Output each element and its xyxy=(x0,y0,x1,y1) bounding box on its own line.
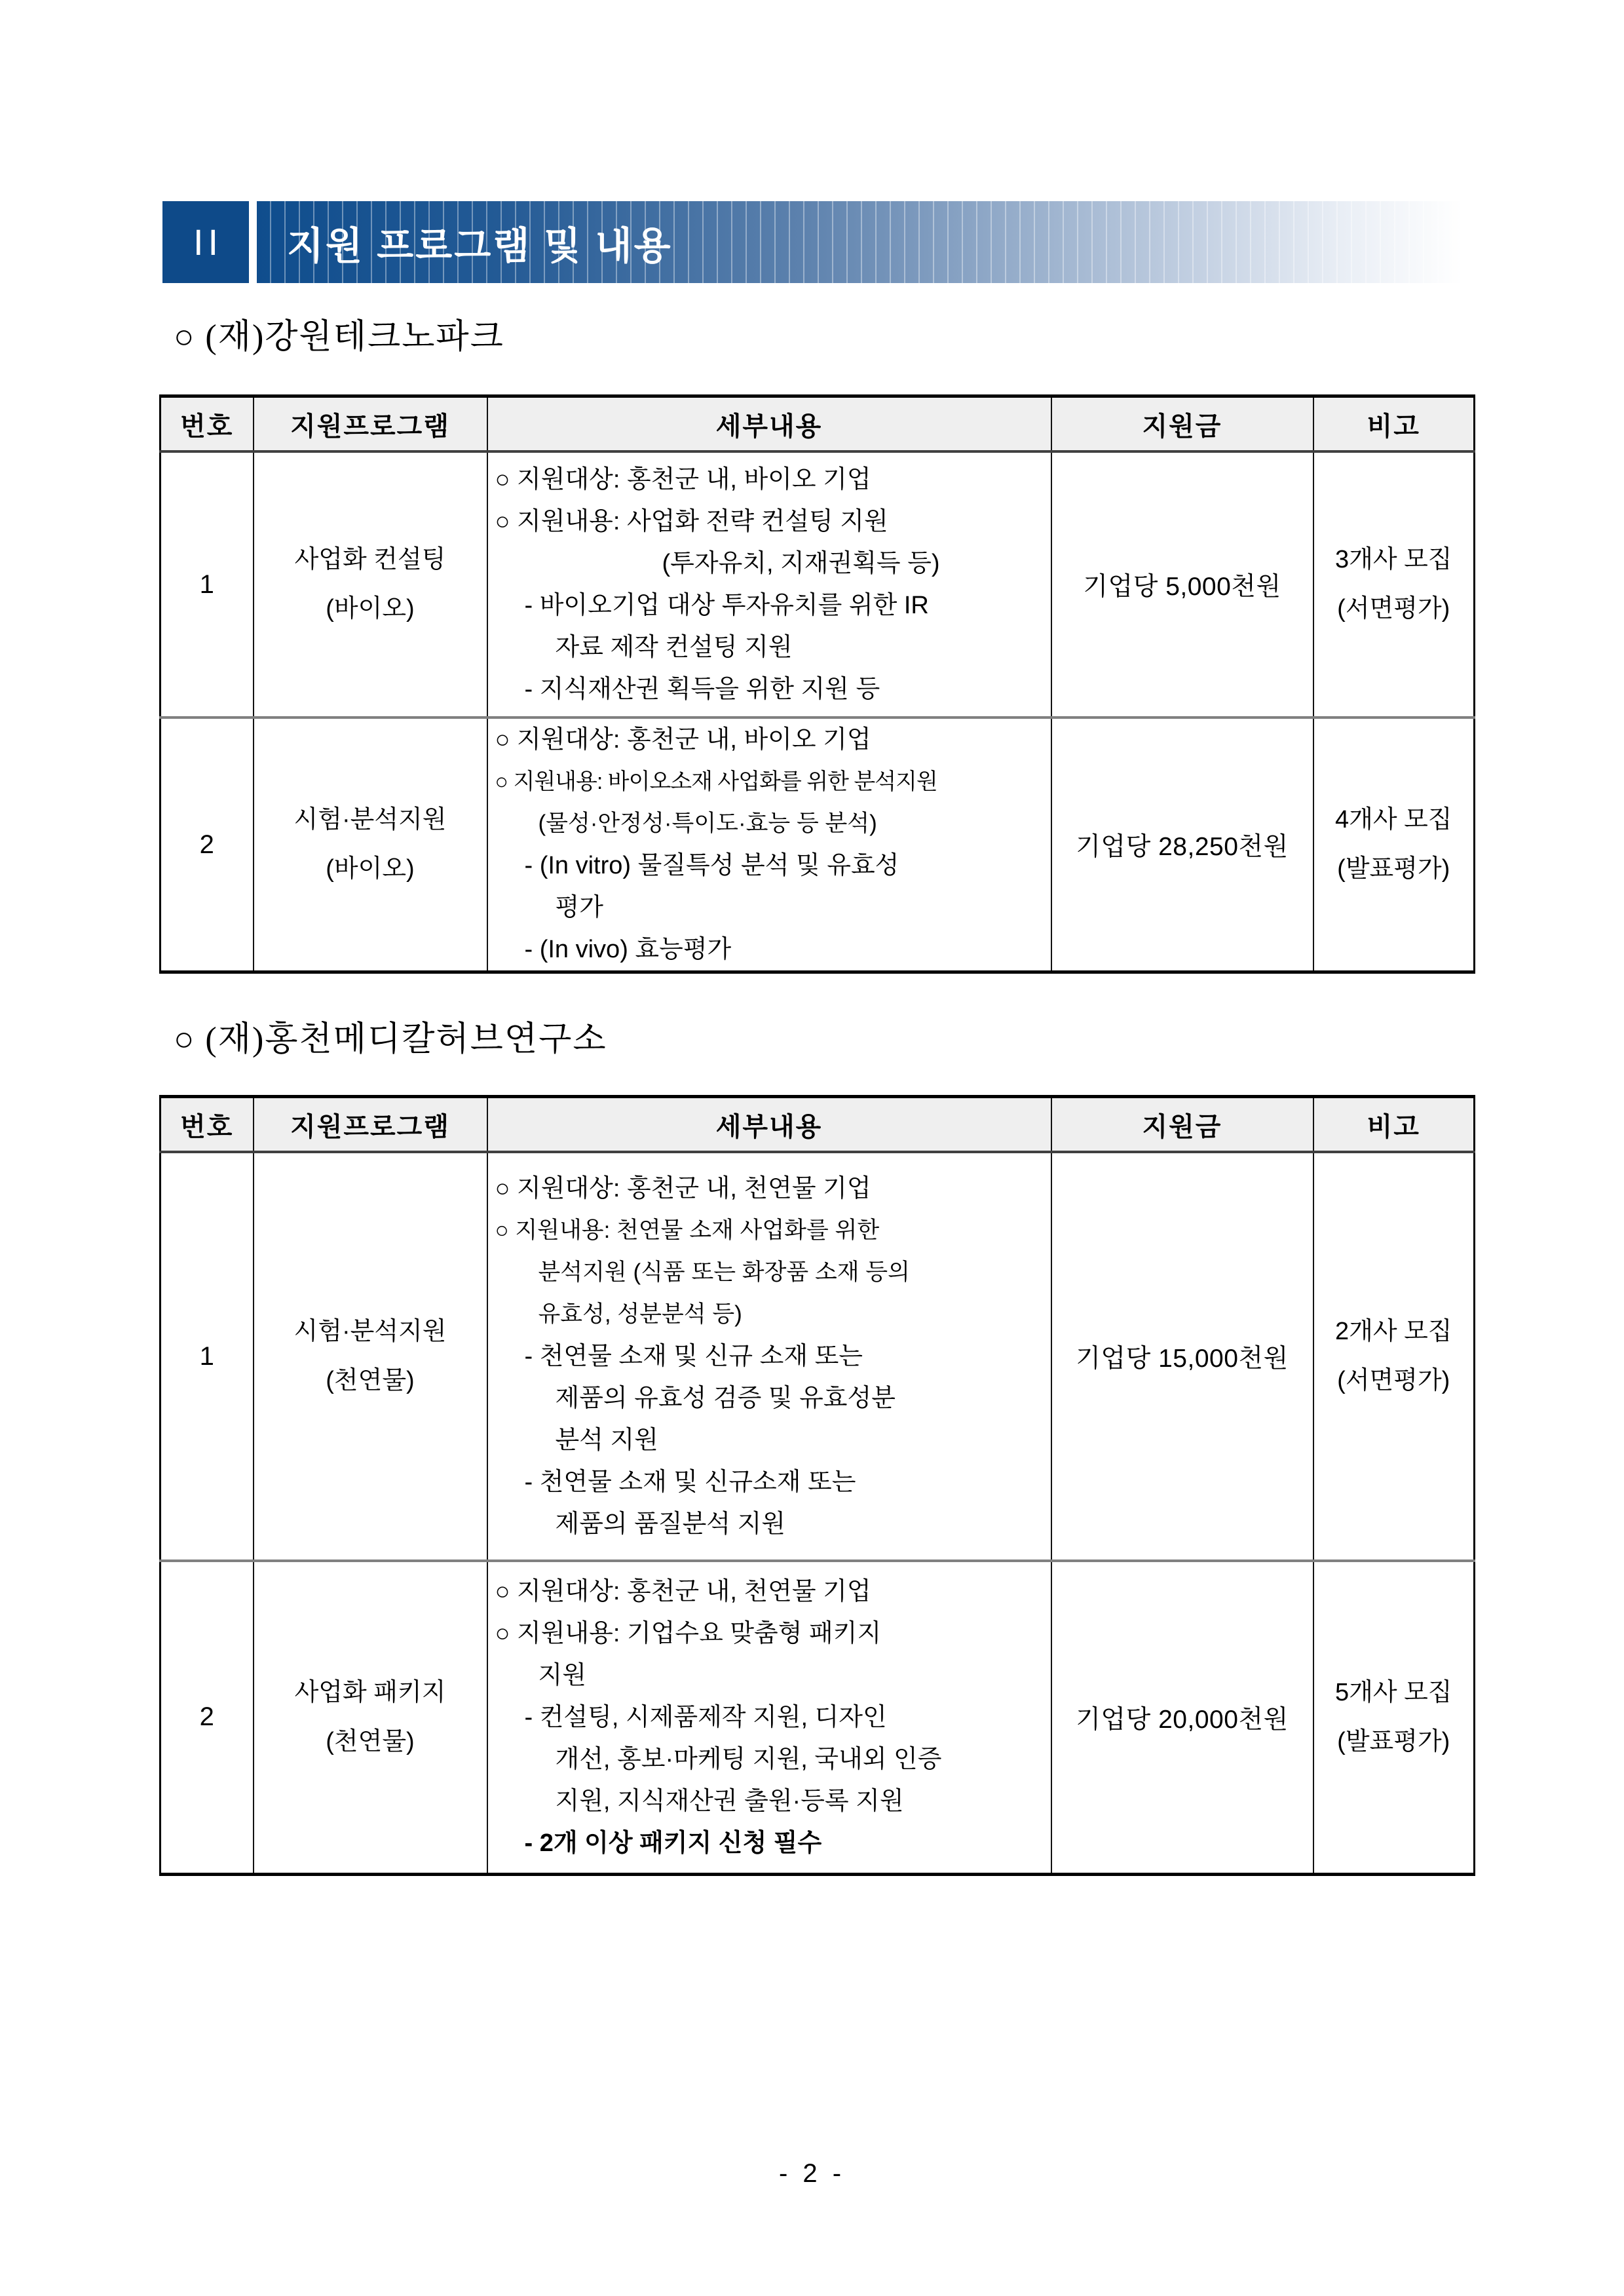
cell-grant-amount: 기업당 20,000천원 xyxy=(1051,1561,1313,1874)
org-heading-gangwon-technopark: ○ (재)강원테크노파크 xyxy=(174,318,504,356)
detail-line: 유효성, 성분분석 등) xyxy=(538,1301,742,1327)
cell-note xyxy=(1313,718,1475,972)
cell-program xyxy=(254,1561,487,1874)
detail-line: ○ 지원대상: 홍천군 내, 바이오 기업 xyxy=(495,466,871,493)
detail-line: ○ 지원대상: 홍천군 내, 바이오 기업 xyxy=(495,726,871,754)
detail-line: 분석 지원 xyxy=(555,1426,658,1454)
col-header-details: 세부내용 xyxy=(487,396,1051,452)
detail-line: (물성·안정성·특이도·효능 등 분석) xyxy=(538,811,877,836)
detail-line: ○ 지원대상: 홍천군 내, 천연물 기업 xyxy=(495,1577,871,1605)
title-gradient-bar xyxy=(257,201,1462,283)
support-table-gangwon xyxy=(159,394,1475,974)
detail-line: 제품의 유효성 검증 및 유효성분 xyxy=(555,1385,896,1412)
section-number: II xyxy=(193,221,223,263)
col-header-program: 지원프로그램 xyxy=(254,396,487,452)
cell-details xyxy=(487,451,1051,718)
note-evaluation: (발표평가) xyxy=(1337,1727,1450,1755)
cell-note xyxy=(1313,1561,1475,1874)
detail-line-required: - 2개 이상 패키지 신청 필수 xyxy=(524,1829,822,1857)
detail-line: - 지식재산권 획득을 위한 지원 등 xyxy=(524,676,880,703)
page-title: 지원 프로그램 및 내용 xyxy=(287,224,673,267)
detail-line: - 천연물 소재 및 신규소재 또는 xyxy=(524,1468,856,1496)
detail-line: (투자유치, 지재권획득 등) xyxy=(662,550,940,577)
table-row xyxy=(161,1152,1475,1561)
detail-line: 지원 xyxy=(538,1661,586,1689)
col-header-note: 비고 xyxy=(1313,396,1475,452)
table-row xyxy=(161,718,1475,972)
col-header-grant: 지원금 xyxy=(1051,396,1313,452)
note-recruit: 3개사 모집 xyxy=(1334,546,1452,573)
cell-row-number: 2 xyxy=(161,1561,254,1874)
detail-line: ○ 지원내용: 바이오소재 사업화를 위한 분석지원 xyxy=(495,769,937,794)
detail-line: - 바이오기업 대상 투자유치를 위한 IR xyxy=(524,592,929,619)
program-name: 시험·분석지원 xyxy=(293,1318,447,1345)
detail-line: - 컨설팅, 시제품제작 지원, 디자인 xyxy=(524,1703,887,1731)
cell-grant-amount: 기업당 28,250천원 xyxy=(1051,718,1313,972)
col-header-no: 번호 xyxy=(161,396,254,452)
detail-line: - 천연물 소재 및 신규 소재 또는 xyxy=(524,1343,863,1370)
note-evaluation: (발표평가) xyxy=(1337,855,1450,883)
cell-grant-amount: 기업당 15,000천원 xyxy=(1051,1152,1313,1561)
title-band xyxy=(162,201,1462,283)
program-name: 시험·분석지원 xyxy=(293,806,447,833)
program-category: (바이오) xyxy=(326,595,415,622)
col-header-program: 지원프로그램 xyxy=(254,1097,487,1153)
detail-line: - (In vivo) 효능평가 xyxy=(524,936,732,963)
program-name: 사업화 패키지 xyxy=(294,1678,446,1706)
detail-line: 분석지원 (식품 또는 화장품 소재 등의 xyxy=(538,1259,910,1285)
cell-details xyxy=(487,1152,1051,1561)
cell-details xyxy=(487,718,1051,972)
detail-line: ○ 지원내용: 사업화 전략 컨설팅 지원 xyxy=(495,508,888,535)
detail-line: 개선, 홍보·마케팅 지원, 국내외 인증 xyxy=(555,1745,942,1773)
cell-row-number: 1 xyxy=(161,1152,254,1561)
program-category: (바이오) xyxy=(326,855,415,883)
table-header-row xyxy=(161,1097,1475,1153)
detail-line: ○ 지원내용: 기업수요 맞춤형 패키지 xyxy=(495,1619,882,1647)
cell-row-number: 2 xyxy=(161,718,254,972)
note-recruit: 4개사 모집 xyxy=(1334,806,1452,833)
program-category: (천연물) xyxy=(326,1367,415,1394)
section-number-badge xyxy=(162,201,249,283)
detail-line: 제품의 품질분석 지원 xyxy=(555,1510,785,1538)
org-heading-hongcheon-medical-hub: ○ (재)홍천메디칼허브연구소 xyxy=(174,1021,607,1058)
support-table-hongcheon xyxy=(159,1095,1475,1876)
cell-program xyxy=(254,718,487,972)
table-row xyxy=(161,1561,1475,1874)
note-recruit: 5개사 모집 xyxy=(1334,1678,1452,1706)
detail-line: ○ 지원내용: 천연물 소재 사업화를 위한 xyxy=(495,1217,880,1243)
cell-details xyxy=(487,1561,1051,1874)
page-number: - 2 - xyxy=(778,2159,846,2188)
detail-line: 지원, 지식재산권 출원·등록 지원 xyxy=(555,1787,904,1815)
cell-program xyxy=(254,1152,487,1561)
col-header-note: 비고 xyxy=(1313,1097,1475,1153)
detail-line: 자료 제작 컨설팅 지원 xyxy=(555,634,793,661)
detail-line: 평가 xyxy=(555,894,603,921)
col-header-no: 번호 xyxy=(161,1097,254,1153)
table-header-row xyxy=(161,396,1475,452)
cell-note xyxy=(1313,1152,1475,1561)
note-evaluation: (서면평가) xyxy=(1337,1367,1450,1394)
cell-grant-amount: 기업당 5,000천원 xyxy=(1051,451,1313,718)
col-header-details: 세부내용 xyxy=(487,1097,1051,1153)
program-name: 사업화 컨설팅 xyxy=(294,546,446,573)
col-header-grant: 지원금 xyxy=(1051,1097,1313,1153)
cell-row-number: 1 xyxy=(161,451,254,718)
table-row xyxy=(161,451,1475,718)
cell-program xyxy=(254,451,487,718)
note-recruit: 2개사 모집 xyxy=(1334,1318,1452,1345)
detail-line: - (In vitro) 물질특성 분석 및 유효성 xyxy=(524,852,899,879)
program-category: (천연물) xyxy=(326,1727,415,1755)
cell-note xyxy=(1313,451,1475,718)
note-evaluation: (서면평가) xyxy=(1337,595,1450,622)
detail-line: ○ 지원대상: 홍천군 내, 천연물 기업 xyxy=(495,1175,871,1202)
